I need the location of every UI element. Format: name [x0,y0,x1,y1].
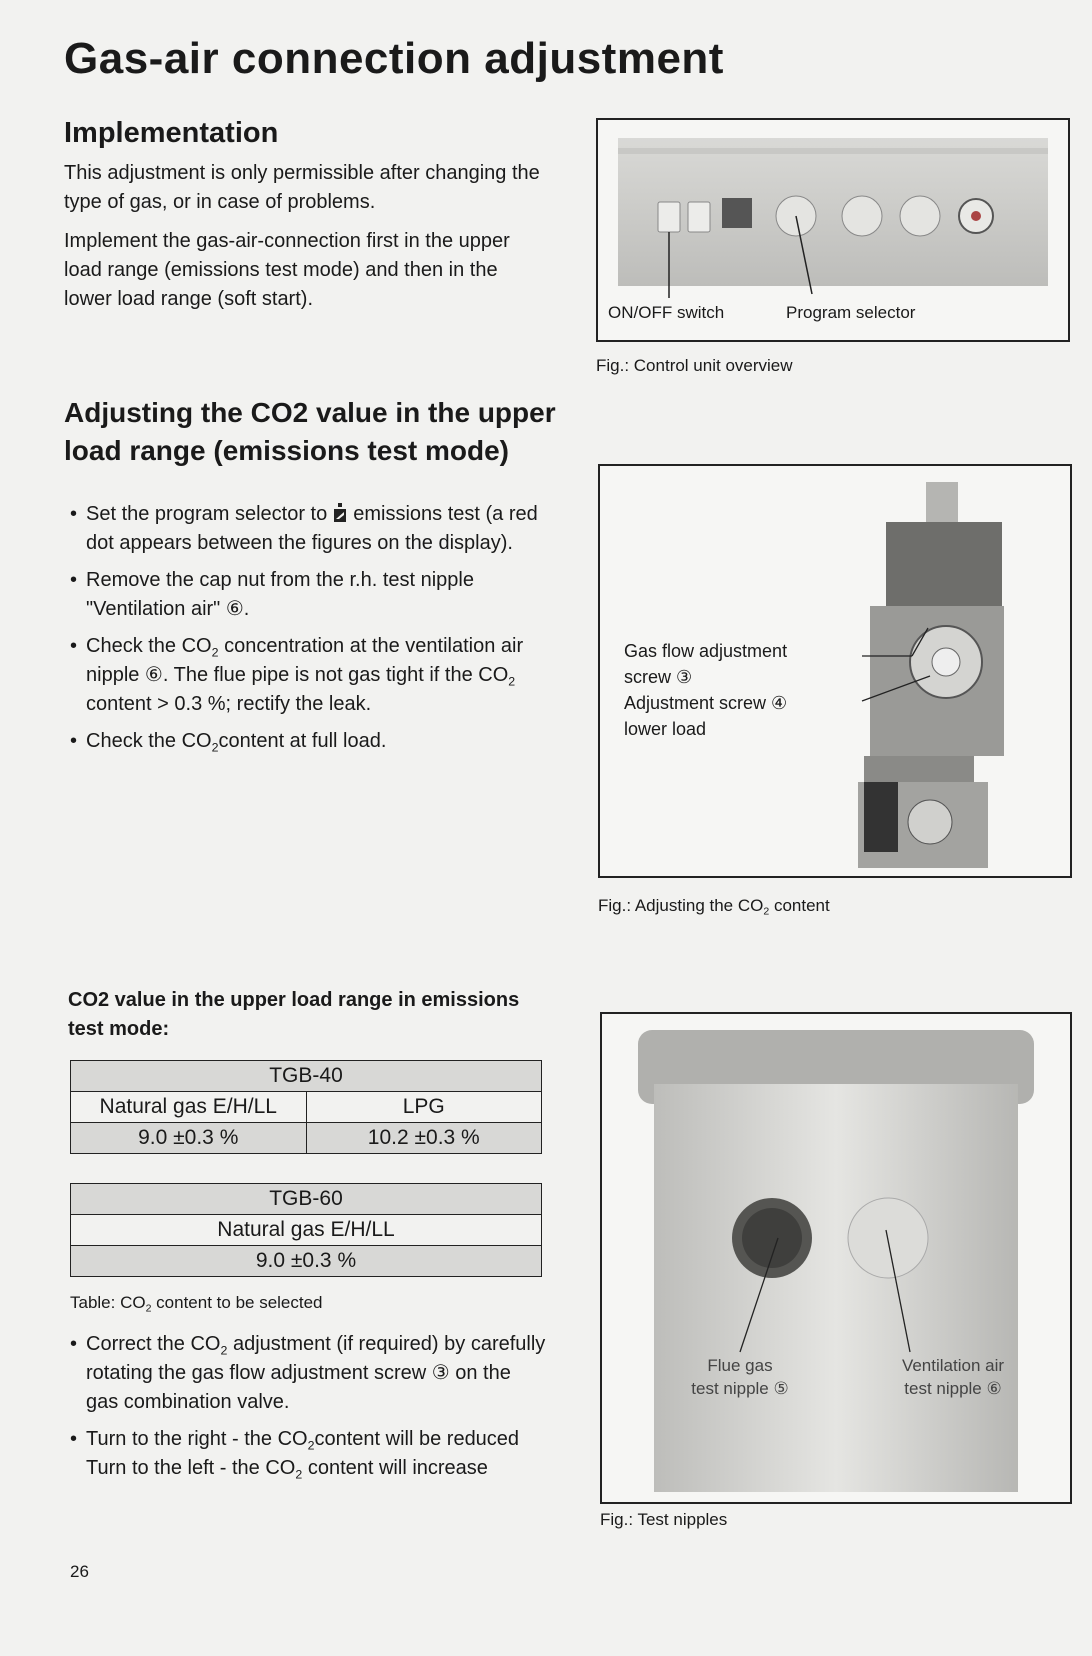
bullet-text: Check the CO [86,635,212,657]
bullet-text: content > 0.3 %; rectify the leak. [86,693,372,715]
subscript: 2 [220,1343,228,1358]
subscript: 2 [763,905,770,918]
table-caption [70,1293,323,1313]
list-item [68,727,546,756]
control-unit-figure [596,118,1070,342]
label-line: test nipple ⑤ [691,1379,789,1398]
tgb40-col1-header: Natural gas E/H/LL [71,1092,307,1123]
bullet-text: content will increase [302,1457,488,1479]
adjusting-heading [64,394,564,470]
test-nipples-caption: Fig.: Test nipples [600,1510,728,1529]
list-item [68,1425,546,1483]
tgb40-model-cell: TGB-40 [71,1061,542,1092]
test-nipples-photo [602,1014,1070,1502]
subscript: 2 [211,740,219,755]
bullet-text: Check the CO [86,730,212,752]
bullet-text: adjustment (if required) by carefully rotating the gas flow adjustment screw ③ on the gas combination valve. [86,1333,546,1413]
subscript: 2 [211,645,219,660]
label-line: screw ③ [624,667,693,687]
tgb60-col1-header: Natural gas E/H/LL [71,1215,542,1246]
tgb40-value-natural-gas: 9.0 ±0.3 % [71,1123,307,1154]
tgb60-model-cell: TGB-60 [71,1184,542,1215]
label-line: Ventilation air [901,1356,1005,1375]
subscript: 2 [295,1467,303,1482]
list-item [68,632,546,719]
tgb60-table [70,1183,542,1277]
gas-valve-figure [598,464,1072,878]
caption-text: content [769,896,830,915]
gas-valve-caption [598,896,830,916]
test-nipples-figure [600,1012,1072,1504]
bullet-text: Correct the CO [86,1333,221,1355]
program-selector-label: Program selector [786,303,916,322]
adjusting-heading-line-1: Adjusting the CO2 value in the upper [64,397,556,428]
subscript: 2 [145,1302,152,1315]
list-item [68,500,546,558]
ventilation-air-nipple-label [878,1354,1028,1400]
adjusting-bullet-list [68,500,546,764]
label-line: test nipple ⑥ [904,1379,1002,1398]
implementation-paragraph-1: This adjustment is only permissible after changing the type of gas, or in case of problems. [64,162,540,213]
control-unit-caption: Fig.: Control unit overview [596,356,793,375]
caption-text: Table: CO [70,1293,146,1312]
bullet-text: Set the program selector to [86,503,328,525]
bullet-text: concentration at the ventilation air nipple ⑥. The flue pipe is not gas tight if the CO [86,635,524,686]
subscript: 2 [508,674,516,689]
page-number: 26 [70,1562,89,1581]
on-off-switch-label: ON/OFF switch [608,303,725,322]
caption-text: content to be selected [151,1293,323,1312]
label-line: lower load [624,719,707,739]
implementation-heading: Implementation [64,117,279,149]
tgb40-value-lpg: 10.2 ±0.3 % [306,1123,542,1154]
bullet-text: content will be reduced [314,1428,520,1450]
list-item [68,1330,546,1417]
flue-gas-nipple-label [670,1354,810,1400]
gas-flow-adjustment-label [624,638,787,742]
bullet-text: Turn to the right - the CO [86,1428,308,1450]
tgb40-col2-header: LPG [306,1092,542,1123]
implementation-paragraph-2: Implement the gas-air-connection first in the upper load range (emissions test mode) and then in the lower load range (soft start). [64,230,510,310]
co2-table-heading: CO2 value in the upper load range in emissions test mode: [68,989,520,1040]
label-line: Gas flow adjustment [624,641,788,661]
label-line: Flue gas [707,1356,773,1375]
subscript: 2 [307,1438,315,1453]
tgb60-value-natural-gas: 9.0 ±0.3 % [71,1246,542,1277]
caption-text: Fig.: Adjusting the CO [598,896,764,915]
label-line: Adjustment screw ④ [624,693,788,713]
correct-bullet-list [68,1330,546,1491]
bullet-text: content at full load. [218,730,387,752]
emissions-test-icon [333,503,347,523]
bullet-text: Turn to the left - the CO [86,1457,296,1479]
tgb40-table [70,1060,542,1154]
page-title: Gas-air connection adjustment [64,34,724,83]
list-item: • Remove the cap nut from the r.h. test nipple "Ventilation air" ⑥. [68,566,546,624]
bullet-text: emissions test (a red dot appears between the figures on the display). [86,503,538,554]
adjusting-heading-line-2: load range (emissions test mode) [64,435,509,466]
